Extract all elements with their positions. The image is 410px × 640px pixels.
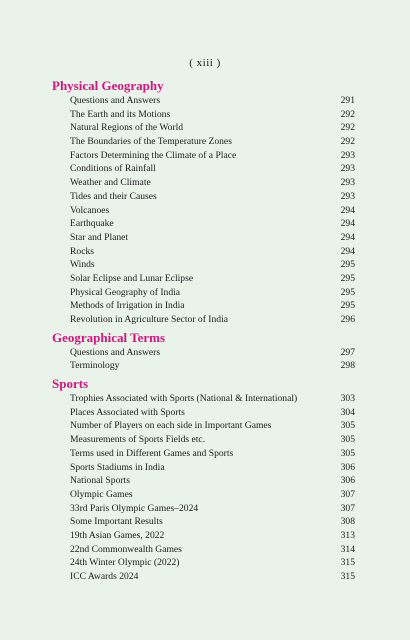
entry-page-number: 314 (340, 543, 355, 555)
entry-title: 22nd Commonwealth Games (70, 543, 182, 555)
toc-entry (52, 231, 355, 245)
toc-entry (52, 245, 355, 259)
entry-title: Rocks (70, 245, 94, 257)
toc-entry (52, 447, 355, 461)
entry-title: Questions and Answers (70, 95, 161, 106)
entry-page-number: 305 (340, 420, 355, 432)
entry-title: Conditions of Rainfall (70, 163, 156, 175)
toc-entry (52, 406, 355, 420)
toc-entry (52, 217, 355, 231)
entry-page-number: 315 (340, 557, 355, 569)
toc-entry (52, 162, 355, 176)
toc-entry (52, 419, 355, 433)
toc-entry (52, 543, 355, 557)
entry-page-number: 308 (340, 516, 355, 528)
toc-entry (52, 570, 355, 584)
table-of-contents (52, 75, 355, 584)
entry-page-number: 295 (340, 272, 355, 284)
toc-entry (52, 149, 355, 163)
section-heading: Geographical Terms (52, 329, 166, 345)
entry-title: Terminology (70, 360, 120, 372)
entry-title: Olympic Games (70, 488, 133, 500)
entry-page-number: 294 (340, 231, 355, 243)
entry-title: Trophies Associated with Sports (National & International) (70, 393, 298, 405)
entry-page-number: 295 (340, 259, 355, 271)
entry-title: Earthquake (70, 218, 114, 230)
entry-page-number: 294 (340, 245, 355, 257)
section-heading: Sports (52, 376, 89, 392)
entry-title: 33rd Paris Olympic Games–2024 (70, 502, 199, 514)
entry-page-number: 292 (340, 108, 355, 120)
entry-title: Sports Stadiums in India (70, 461, 165, 473)
entry-page-number: 313 (340, 529, 355, 541)
entry-title: Measurements of Sports Fields etc. (70, 434, 206, 446)
entry-page-number: 293 (340, 177, 355, 189)
entry-page-number: 296 (340, 314, 355, 325)
entry-page-number: 297 (340, 346, 355, 358)
entry-title: Places Associated with Sports (70, 406, 185, 418)
toc-entry (52, 313, 355, 327)
entry-title: The Earth and its Motions (70, 108, 171, 120)
entry-title: Number of Players on each side in Important Games (70, 420, 272, 432)
toc-entry (52, 272, 355, 286)
entry-title: Solar Eclipse and Lunar Eclipse (70, 272, 194, 284)
entry-page-number: 293 (340, 190, 355, 202)
entry-page-number: 306 (340, 461, 355, 473)
entry-title: Some Important Results (70, 516, 163, 528)
entry-title: ICC Awards 2024 (70, 571, 139, 582)
entry-title: Methods of Irrigation in India (70, 300, 185, 312)
entry-title: The Boundaries of the Temperature Zones (70, 136, 232, 148)
toc-entry (52, 286, 355, 300)
entry-title: Tides and their Causes (70, 190, 157, 202)
toc-entry (52, 190, 355, 204)
toc-entry (52, 135, 355, 149)
toc-entry (52, 502, 355, 516)
entry-page-number: 303 (340, 393, 355, 405)
entry-title: Factors Determining the Climate of a Place (70, 149, 237, 161)
entry-page-number: 294 (340, 204, 355, 216)
section-heading: Physical Geography (52, 78, 164, 93)
toc-entry (52, 529, 355, 543)
entry-title: Terms used in Different Games and Sports (70, 447, 234, 459)
entry-page-number: 294 (340, 218, 355, 230)
entry-title: Weather and Climate (70, 177, 151, 189)
toc-entry (52, 433, 355, 447)
entry-page-number: 305 (340, 447, 355, 459)
entry-page-number: 292 (340, 122, 355, 134)
entry-title: 19th Asian Games, 2022 (70, 529, 165, 541)
entry-page-number: 307 (340, 488, 355, 500)
toc-entry (52, 392, 355, 406)
toc-entry (52, 204, 355, 218)
toc-entry (52, 461, 355, 475)
toc-entry (52, 474, 355, 488)
entry-page-number: 292 (340, 136, 355, 148)
entry-title: National Sports (70, 475, 130, 487)
entry-page-number: 307 (340, 502, 355, 514)
entry-page-number: 291 (340, 95, 355, 106)
entry-title: Natural Regions of the World (70, 122, 184, 134)
toc-entry (52, 258, 355, 272)
toc-entry (52, 359, 355, 373)
entry-title: Star and Planet (70, 231, 129, 243)
entry-page-number: 315 (340, 571, 355, 582)
entry-title: Revolution in Agriculture Sector of India (70, 314, 228, 325)
entry-title: Physical Geography of India (70, 286, 181, 298)
toc-entry (52, 176, 355, 190)
page-number: ( xiii ) (189, 57, 221, 69)
toc-entry (52, 556, 355, 570)
entry-title: 24th Winter Olympic (2022) (70, 557, 180, 569)
toc-entry (52, 515, 355, 529)
toc-entry (52, 94, 355, 108)
entry-page-number: 305 (340, 434, 355, 446)
entry-page-number: 295 (340, 286, 355, 298)
entry-page-number: 304 (340, 406, 355, 418)
entry-page-number: 298 (340, 360, 355, 372)
toc-entry (52, 299, 355, 313)
entry-title: Winds (70, 259, 95, 271)
toc-entry (52, 488, 355, 502)
entry-page-number: 293 (340, 163, 355, 175)
entry-title: Volcanoes (70, 204, 110, 216)
entry-page-number: 295 (340, 300, 355, 312)
toc-entry (52, 346, 355, 360)
entry-title: Questions and Answers (70, 346, 161, 358)
toc-entry (52, 108, 355, 122)
entry-page-number: 306 (340, 475, 355, 487)
toc-entry (52, 121, 355, 135)
entry-page-number: 293 (340, 149, 355, 161)
